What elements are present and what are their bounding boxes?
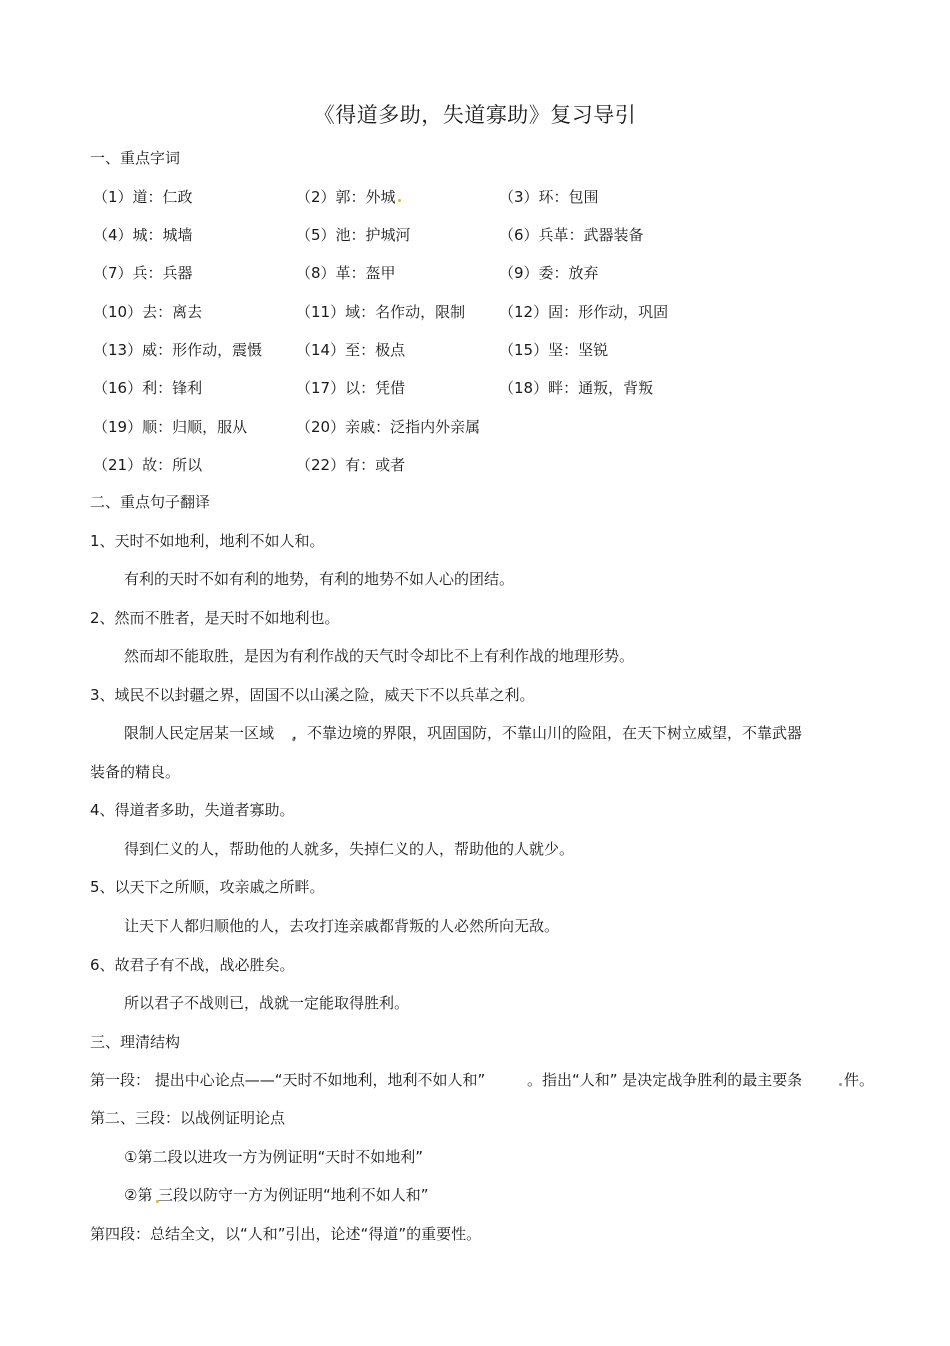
vocab-item: （5）池：护城河 <box>296 226 411 244</box>
vocab-item: （3）环：包围 <box>499 188 599 206</box>
vocab-item: （20）亲戚：泛指内外亲属 <box>296 418 481 436</box>
vocab-item: （14）至：极点 <box>296 341 406 359</box>
vocab-item: （16）利：锋利 <box>93 379 203 397</box>
vocab-item: （12）固：形作动，巩固 <box>499 303 669 321</box>
vocab-row <box>93 225 893 245</box>
translation-1: 有利的天时不如有利的地势，有利的地势不如人心的团结。 <box>124 570 515 588</box>
point-2-part-a: ②第 <box>124 1186 153 1204</box>
paragraph-1-part-c: 件。 <box>844 1071 875 1089</box>
sentence-3: 3、域民不以封疆之界，固国不以山溪之险，威天下不以兵革之利。 <box>90 686 535 704</box>
paragraph-2-summary: 第二、三段：以战例证明论点 <box>90 1109 286 1127</box>
sentence-4: 4、得道者多助，失道者寡助。 <box>90 801 295 819</box>
vocab-row <box>93 378 893 398</box>
sentence-2: 2、然而不胜者，是天时不如地利也。 <box>90 609 340 627</box>
sentence-5: 5、以天下之所顺，攻亲戚之所畔。 <box>90 878 325 896</box>
translation-3-continued: 装备的精良。 <box>90 763 181 781</box>
paragraph-1-part-b: 。指出“人和” 是决定战争胜利的最主要条 <box>527 1071 803 1089</box>
translation-5: 让天下人都归顺他的人，去攻打连亲戚都背叛的人必然所向无敌。 <box>124 917 560 935</box>
translation-2: 然而却不能取胜，是因为有利作战的天气时令却比不上有利作战的地理形势。 <box>124 647 635 665</box>
point-2-part-b: 三段以防守一方为例证明“地利不如人和” <box>158 1186 429 1204</box>
vocab-item: （6）兵革：武器装备 <box>499 226 644 244</box>
vocab-row <box>93 302 893 322</box>
section-heading-translation: 二、重点句子翻译 <box>90 493 211 511</box>
mark-dot <box>839 1083 842 1086</box>
sentence-1: 1、天时不如地利，地利不如人和。 <box>90 532 325 550</box>
vocab-item: （11）域：名作动，限制 <box>296 303 466 321</box>
translation-3-part-a: 限制人民定居某一区域 <box>124 724 275 742</box>
document-title: 《得道多助，失道寡助》复习导引 <box>313 103 637 127</box>
paragraph-4-summary: 第四段：总结全文，以“人和”引出，论述“得道”的重要性。 <box>90 1225 482 1243</box>
vocab-item: （13）威：形作动，震慑 <box>93 341 263 359</box>
vocab-item: （9）委：放弃 <box>499 264 599 282</box>
section-heading-structure: 三、理清结构 <box>90 1033 181 1051</box>
translation-3-part-b: ，不靠边境的界限，巩固国防，不靠山川的险阻，在天下树立威望，不靠武器 <box>292 724 803 742</box>
vocab-item: （10）去：离去 <box>93 303 203 321</box>
vocab-item: （2）郭：外城 <box>296 188 396 206</box>
vocab-item: （17）以：凭借 <box>296 379 406 397</box>
section-heading-key-words: 一、重点字词 <box>90 149 181 167</box>
sentence-6: 6、故君子有不战，战必胜矣。 <box>90 956 295 974</box>
mark-dot <box>398 199 401 202</box>
vocab-item: （15）坚：坚锐 <box>499 341 609 359</box>
vocab-row <box>93 417 893 437</box>
vocab-item: （1）道：仁政 <box>93 188 193 206</box>
vocab-row <box>93 455 893 475</box>
vocab-item: （22）有：或者 <box>296 456 406 474</box>
vocab-item: （19）顺：归顺，服从 <box>93 418 248 436</box>
vocab-item: （8）革：盔甲 <box>296 264 396 282</box>
paragraph-1-part-a: 第一段： 提出中心论点——“天时不如地利，地利不如人和” <box>90 1071 486 1089</box>
vocab-item: （18）畔：通叛，背叛 <box>499 379 654 397</box>
vocab-row <box>93 340 893 360</box>
vocab-row <box>93 263 893 283</box>
paragraph-2-point-1: ①第二段以进攻一方为例证明“天时不如地利” <box>124 1148 423 1166</box>
vocab-item: （4）城：城墙 <box>93 226 193 244</box>
vocab-row <box>93 187 893 207</box>
paragraph-2-point-2 <box>124 1185 624 1205</box>
vocab-item: （21）故：所以 <box>93 456 203 474</box>
translation-6: 所以君子不战则已，战就一定能取得胜利。 <box>124 994 410 1012</box>
translation-4: 得到仁义的人，帮助他的人就多，失掉仁义的人，帮助他的人就少。 <box>124 840 575 858</box>
paragraph-1-summary <box>90 1070 890 1090</box>
translation-3-line <box>124 723 824 743</box>
vocab-item: （7）兵：兵器 <box>93 264 193 282</box>
